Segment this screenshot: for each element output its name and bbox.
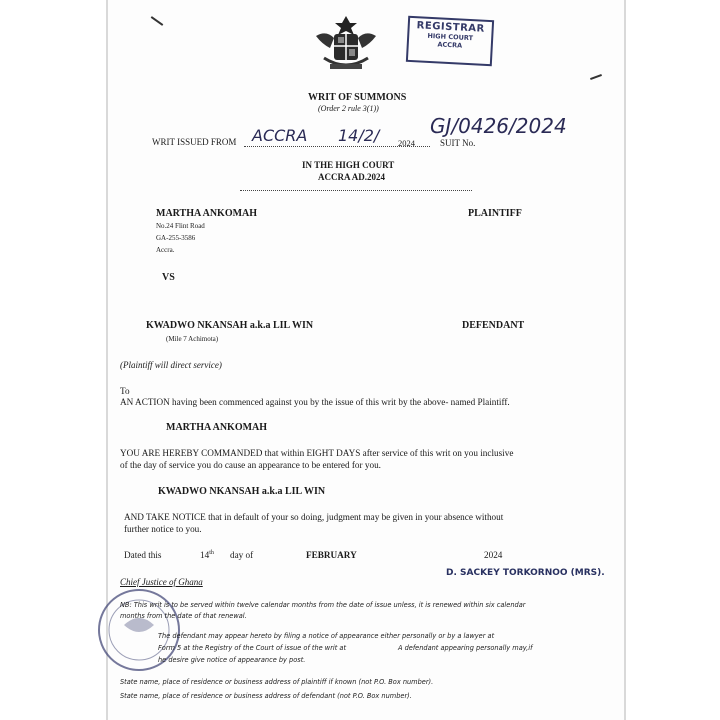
defendant-address: (Mile 7 Achimota) [166,335,219,343]
plaintiff-name: MARTHA ANKOMAH [156,208,258,219]
body-defendant-name: KWADWO NKANSAH a.k.a LIL WIN [158,486,326,497]
order-rule: (Order 2 rule 3(1)) [318,104,379,113]
chief-justice-label: Chief Justice of Ghana [120,577,203,587]
plaintiff-address-2: GA-255-3586 [156,234,196,242]
defendant-note-3: he desire give notice of appearance by post. [158,656,306,664]
plaintiff-address-1: No.24 Flint Road [156,222,205,230]
dated-day-of: day of [230,550,254,560]
court-dotted-line [240,190,472,191]
command-line-1: YOU ARE HEREBY COMMANDED that within EIGHT DAYS after service of this writ on you inclusive [120,448,514,458]
notice-line-2: further notice to you. [124,524,202,534]
defendant-note-1: The defendant may appear hereto by filing a notice of appearance either personally or by a lawyer at [158,632,495,640]
stamp-line-1: REGISTRAR [416,20,486,35]
dated-day [200,550,214,560]
suit-number-handwriting: GJ/0426/2024 [430,114,567,138]
defendant-note-2a: Form 5 at the Registry of the Court of issue of the writ at [158,644,347,652]
dated-label: Dated this [124,550,162,560]
dated-day-suffix: th [209,550,214,556]
dated-day-number: 14 [200,550,210,561]
issued-year: 2024 [398,138,415,148]
action-sentence: AN ACTION having been commenced against you by the issue of this writ by the above- named Plaintiff. [120,397,510,407]
command-line-2: of the day of service you do cause an appearance to be entered for you. [120,460,381,470]
state-defendant-note: State name, place of residence or business address of defendant (not P.O. Box number). [120,692,412,700]
issued-date-handwriting: 14/2/ [338,126,380,145]
plaintiff-role: PLAINTIFF [468,208,522,219]
writ-title: WRIT OF SUMMONS [308,92,407,103]
suit-number-label: SUIT No. [440,138,476,148]
court-seal [94,580,184,680]
writ-issued-label: WRIT ISSUED FROM [152,137,237,147]
registrar-stamp [406,16,494,66]
versus-label: VS [162,272,175,283]
notice-line-1: AND TAKE NOTICE that in default of your so doing, judgment may be given in your absence without [124,512,504,522]
dated-year: 2024 [484,550,503,560]
stamp-line-2: HIGH COURT [427,31,474,43]
coat-of-arms-emblem [310,14,382,76]
to-label: To [120,386,130,396]
nb-line-2: months from the date of that renewal. [120,612,247,620]
plaintiff-address-3: Accra. [156,246,175,254]
defendant-role: DEFENDANT [462,320,525,331]
dated-month: FEBRUARY [306,550,357,560]
stamp-line-3: ACCRA [437,40,463,50]
court-name: IN THE HIGH COURT [302,160,395,170]
issued-from-handwriting: ACCRA [252,126,308,145]
nb-line-1: NB: This writ is to be served within twelve calendar months from the date of issue unless, it is renewed within six calendar [120,601,526,609]
signatory-name-stamp: D. SACKEY TORKORNOO (MRS). [446,568,605,578]
service-note: (Plaintiff will direct service) [120,360,222,370]
body-plaintiff-name: MARTHA ANKOMAH [166,422,268,433]
defendant-name: KWADWO NKANSAH a.k.a LIL WIN [146,320,314,331]
defendant-note-2b: A defendant appearing personally may,if [398,644,533,652]
court-location: ACCRA AD.2024 [318,172,386,182]
state-plaintiff-note: State name, place of residence or business address of plaintiff if known (not P.O. Box number). [120,678,434,686]
